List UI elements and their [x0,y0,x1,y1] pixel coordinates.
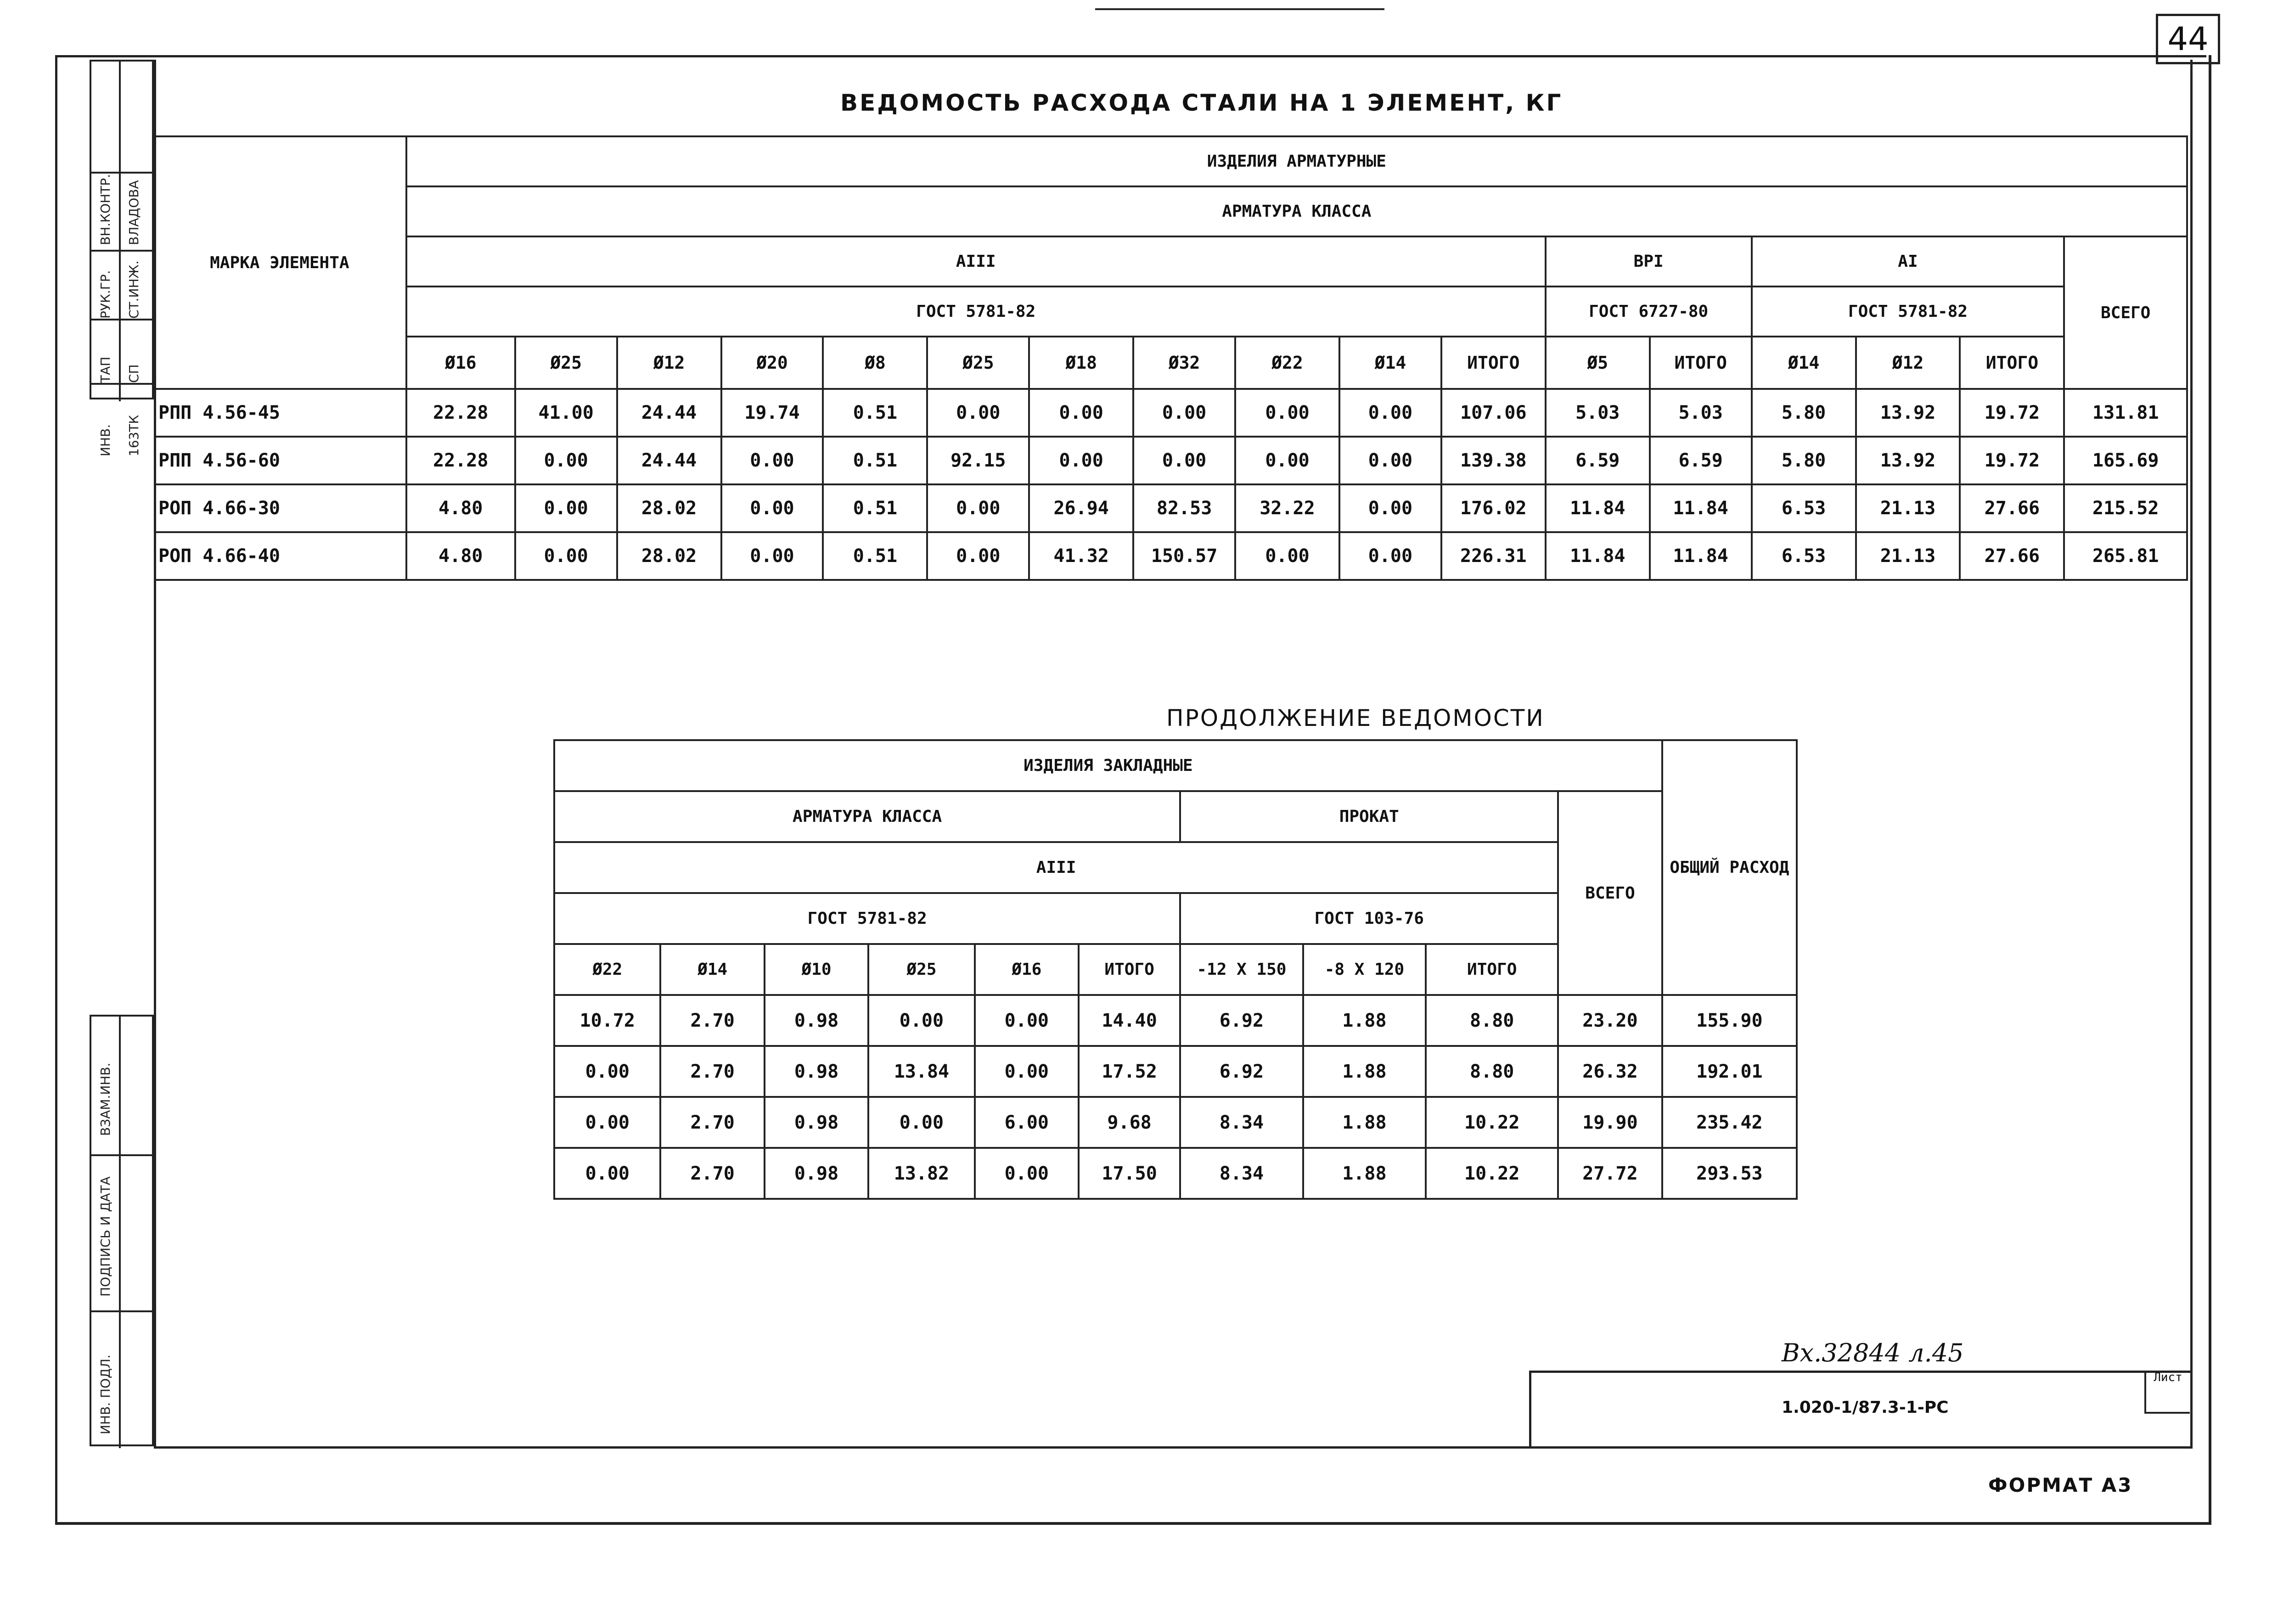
table-cell: 24.44 [617,389,721,437]
col-header: Ø5 [1546,337,1650,389]
table-cell: 27.72 [1558,1148,1662,1199]
table-row [154,532,2187,580]
side-label-4: ТАП [98,356,113,383]
table-cell: 10.22 [1426,1148,1558,1199]
table-cell: 0.00 [1235,389,1339,437]
side-label-0: ВН.КОНТР. [98,174,113,245]
table-cell: 0.00 [554,1097,660,1148]
table-cell: 6.53 [1752,532,1856,580]
table-cell: 6.59 [1650,437,1752,484]
col-header: Ø14 [1339,337,1441,389]
table-cell: 6.59 [1546,437,1650,484]
table-cell: 0.00 [1235,532,1339,580]
table-cell: 0.98 [765,1046,868,1097]
t2-header-total: ВСЕГО [1558,791,1662,995]
table-cell: 19.72 [1960,437,2064,484]
sheet-label-box: Лист [2144,1371,2190,1414]
t2-header-a3: АIII [554,842,1558,893]
header-a3: АIII [406,236,1546,287]
table-cell: 1.88 [1303,1148,1426,1199]
table-cell: 17.52 [1079,1046,1180,1097]
table-row [154,484,2187,532]
table-cell: 0.00 [554,1046,660,1097]
header-products: ИЗДЕЛИЯ АРМАТУРНЫЕ [406,136,2187,186]
row-mark: РОП 4.66-40 [154,532,406,580]
table-cell: 0.00 [515,437,617,484]
col-header: Ø14 [1752,337,1856,389]
table-cell: 0.00 [868,1097,974,1148]
table-row [554,1097,1797,1148]
table-cell: 23.20 [1558,995,1662,1046]
table-cell: 150.57 [1133,532,1235,580]
table-cell: 0.00 [975,1148,1079,1199]
handwritten-reference: Вх.32844 л.45 [1782,1338,1964,1367]
table-cell: 0.00 [1339,532,1441,580]
table-cell: 6.53 [1752,484,1856,532]
table-cell: 22.28 [406,389,515,437]
table-cell: 28.02 [617,484,721,532]
row-mark: РПП 4.56-45 [154,389,406,437]
table-cell: 19.90 [1558,1097,1662,1148]
table-cell: 21.13 [1856,484,1960,532]
col-header: Ø18 [1029,337,1133,389]
table-cell: 155.90 [1662,995,1797,1046]
table-cell: 192.01 [1662,1046,1797,1097]
t2-col-header: -12 X 150 [1180,944,1303,995]
col-header: ИТОГО [1650,337,1752,389]
table-cell: 0.00 [1339,484,1441,532]
table-cell: 92.15 [927,437,1029,484]
header-gost-a1: ГОСТ 5781-82 [1752,287,2064,337]
t2-col-header: ИТОГО [1426,944,1558,995]
side-label-3: СТ.ИНЖ. [126,260,141,319]
table-cell: 32.22 [1235,484,1339,532]
table-cell: 5.80 [1752,389,1856,437]
table-row [154,437,2187,484]
t2-col-header: Ø22 [554,944,660,995]
table-cell: 0.00 [1235,437,1339,484]
table-cell: 13.82 [868,1148,974,1199]
header-a1: АI [1752,236,2064,287]
table-cell: 27.66 [1960,532,2064,580]
table-cell: 0.00 [1029,437,1133,484]
table-cell: 11.84 [1546,484,1650,532]
table-cell: 0.00 [975,1046,1079,1097]
header-total: ВСЕГО [2064,236,2187,389]
document-code: 1.020-1/87.3-1-РС [1782,1398,1949,1417]
table-cell: 5.03 [1650,389,1752,437]
table-row [554,995,1797,1046]
table-cell: 8.80 [1426,1046,1558,1097]
table-cell: 10.72 [554,995,660,1046]
row-mark: РПП 4.56-60 [154,437,406,484]
embedded-table [553,739,1798,1200]
side-label-vzam: ВЗАМ.ИНВ. [98,1062,113,1136]
table-cell: 9.68 [1079,1097,1180,1148]
table-cell: 0.00 [927,484,1029,532]
table-cell: 0.98 [765,995,868,1046]
col-header: Ø25 [515,337,617,389]
table-cell: 2.70 [660,1046,764,1097]
table-cell: 0.00 [927,532,1029,580]
table-cell: 1.88 [1303,1097,1426,1148]
col-header: Ø20 [721,337,823,389]
table-cell: 19.72 [1960,389,2064,437]
table-cell: 0.00 [515,484,617,532]
row-mark: РОП 4.66-30 [154,484,406,532]
table-cell: 0.00 [927,389,1029,437]
col-header: Ø12 [617,337,721,389]
table-cell: 4.80 [406,532,515,580]
table-cell: 0.00 [868,995,974,1046]
table-cell: 19.74 [721,389,823,437]
table-cell: 0.00 [721,484,823,532]
table-cell: 5.80 [1752,437,1856,484]
table-cell: 0.00 [1133,389,1235,437]
table-cell: 0.00 [721,532,823,580]
side-label-7: 163ТК [126,415,141,456]
table-cell: 107.06 [1441,389,1546,437]
table-cell: 0.51 [823,484,927,532]
table-cell: 2.70 [660,995,764,1046]
table-cell: 21.13 [1856,532,1960,580]
table-cell: 0.51 [823,389,927,437]
sheet-number: 44 [2156,14,2220,64]
table-cell: 24.44 [617,437,721,484]
table-cell: 226.31 [1441,532,1546,580]
table-cell: 176.02 [1441,484,1546,532]
table-cell: 13.92 [1856,437,1960,484]
table-cell: 6.92 [1180,1046,1303,1097]
t2-col-header: Ø14 [660,944,764,995]
col-header: Ø8 [823,337,927,389]
t2-col-header: Ø25 [868,944,974,995]
col-header: Ø25 [927,337,1029,389]
table-cell: 0.00 [1339,437,1441,484]
table-cell: 1.88 [1303,1046,1426,1097]
col-header: ИТОГО [1960,337,2064,389]
table-cell: 2.70 [660,1097,764,1148]
table-cell: 0.00 [1133,437,1235,484]
table-cell: 2.70 [660,1148,764,1199]
table-cell: 0.00 [554,1148,660,1199]
header-class: АРМАТУРА КЛАССА [406,186,2187,236]
side-label-2: РУК.ГР. [98,270,113,319]
side-label-inv: ИНВ. ПОДЛ. [98,1354,113,1434]
side-stamp-top [90,60,154,456]
table-cell: 1.88 [1303,995,1426,1046]
format-label: ФОРМАТ А3 [1988,1474,2133,1496]
header-gost-a3: ГОСТ 5781-82 [406,287,1546,337]
table-cell: 0.00 [975,995,1079,1046]
table-cell: 22.28 [406,437,515,484]
side-label-1: ВЛАДОВА [126,180,141,245]
t2-header-gost2: ГОСТ 103-76 [1180,893,1558,944]
table-cell: 6.00 [975,1097,1079,1148]
header-gost-vr1: ГОСТ 6727-80 [1546,287,1752,337]
continuation-title: ПРОДОЛЖЕНИЕ ВЕДОМОСТИ [1166,705,1545,731]
side-stamp-bottom [90,1015,154,1446]
col-header: Ø16 [406,337,515,389]
table-cell: 11.84 [1546,532,1650,580]
table-cell: 8.34 [1180,1148,1303,1199]
table-cell: 6.92 [1180,995,1303,1046]
table-cell: 8.80 [1426,995,1558,1046]
table-cell: 0.00 [1029,389,1133,437]
table-cell: 235.42 [1662,1097,1797,1148]
table-cell: 41.00 [515,389,617,437]
table-cell: 0.98 [765,1148,868,1199]
table-cell: 27.66 [1960,484,2064,532]
steel-table [154,135,2188,581]
t2-header-products: ИЗДЕЛИЯ ЗАКЛАДНЫЕ [554,740,1662,791]
table-row [154,389,2187,437]
table-cell: 26.32 [1558,1046,1662,1097]
table-row [554,1046,1797,1097]
side-label-6: ИНВ. [98,424,113,456]
t2-col-header: -8 X 120 [1303,944,1426,995]
table-cell: 0.98 [765,1097,868,1148]
table-cell: 0.51 [823,532,927,580]
t2-col-header: Ø10 [765,944,868,995]
table-cell: 0.00 [721,437,823,484]
table-cell: 0.00 [515,532,617,580]
table-cell: 17.50 [1079,1148,1180,1199]
t2-header-gost1: ГОСТ 5781-82 [554,893,1180,944]
table-cell: 11.84 [1650,484,1752,532]
table-cell: 265.81 [2064,532,2187,580]
t2-col-header: Ø16 [975,944,1079,995]
col-header: Ø12 [1856,337,1960,389]
table-cell: 139.38 [1441,437,1546,484]
table-cell: 26.94 [1029,484,1133,532]
table-cell: 4.80 [406,484,515,532]
table-cell: 0.00 [1339,389,1441,437]
t2-col-header: ИТОГО [1079,944,1180,995]
col-header: Ø22 [1235,337,1339,389]
col-header: Ø32 [1133,337,1235,389]
table-cell: 5.03 [1546,389,1650,437]
t2-header-class: АРМАТУРА КЛАССА [554,791,1180,842]
side-label-podpis: ПОДПИСЬ И ДАТА [98,1176,113,1297]
table-cell: 215.52 [2064,484,2187,532]
t2-header-overall: ОБЩИЙ РАСХОД [1662,740,1797,995]
table-cell: 131.81 [2064,389,2187,437]
page-title: ВЕДОМОСТЬ РАСХОДА СТАЛИ НА 1 ЭЛЕМЕНТ, КГ [840,90,1563,116]
table-cell: 82.53 [1133,484,1235,532]
table-row [554,1148,1797,1199]
col-mark-header: МАРКА ЭЛЕМЕНТА [154,136,406,389]
table-cell: 293.53 [1662,1148,1797,1199]
table-cell: 28.02 [617,532,721,580]
table-cell: 11.84 [1650,532,1752,580]
side-label-5: СП [126,364,141,383]
table-cell: 8.34 [1180,1097,1303,1148]
table-cell: 0.51 [823,437,927,484]
col-header: ИТОГО [1441,337,1546,389]
table-cell: 14.40 [1079,995,1180,1046]
header-vr1: ВРI [1546,236,1752,287]
table-cell: 10.22 [1426,1097,1558,1148]
table-cell: 13.92 [1856,389,1960,437]
table-cell: 13.84 [868,1046,974,1097]
top-short-line [1095,8,1384,10]
table-cell: 165.69 [2064,437,2187,484]
table-cell: 41.32 [1029,532,1133,580]
t2-header-rolled: ПРОКАТ [1180,791,1558,842]
